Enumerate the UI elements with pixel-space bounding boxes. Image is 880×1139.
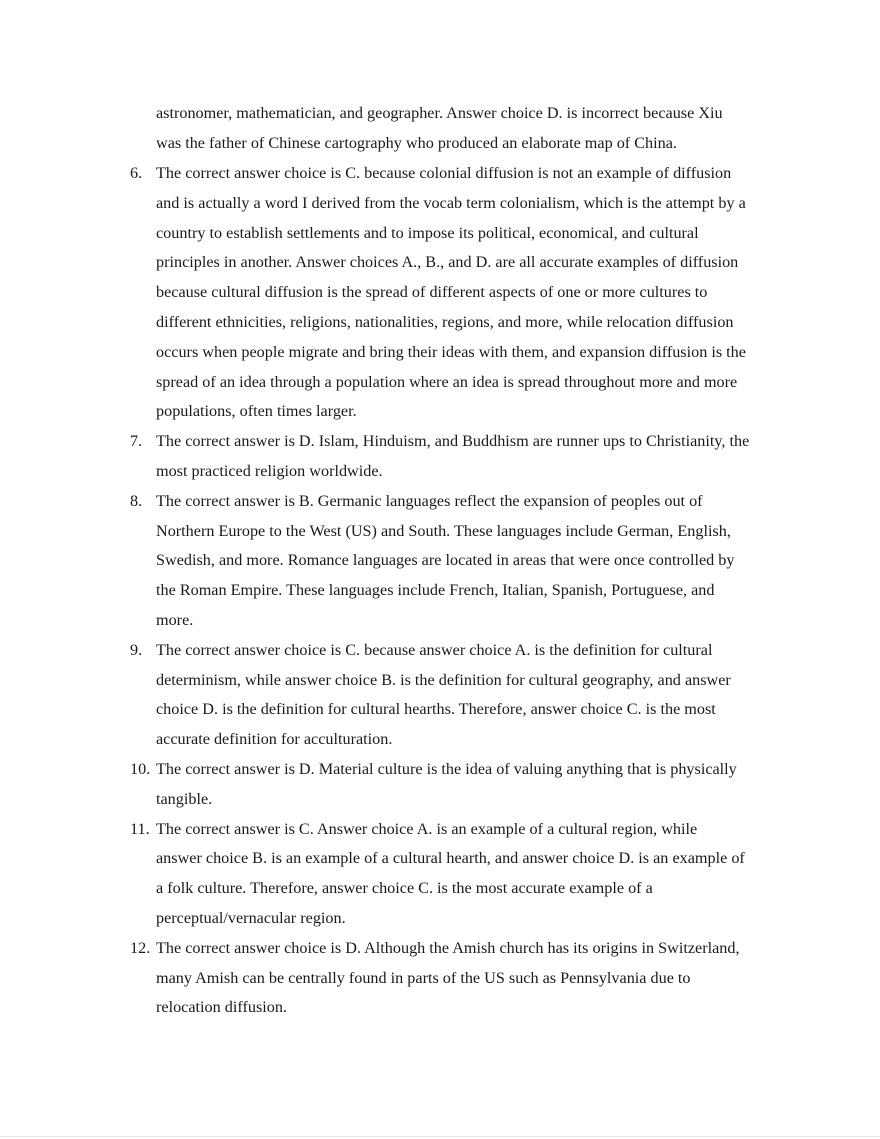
answer-text bbox=[156, 934, 786, 1023]
text-line: astronomer, mathematician, and geographer. Answer choice D. is incorrect because Xiu bbox=[156, 104, 723, 122]
answer-text bbox=[156, 815, 786, 934]
text-line: a folk culture. Therefore, answer choice C. is the most accurate example of a bbox=[156, 879, 653, 898]
item-number: 10. bbox=[130, 759, 151, 778]
answer-text bbox=[156, 755, 786, 815]
text-line: most practiced religion worldwide. bbox=[156, 461, 383, 480]
answer-item-10 bbox=[130, 755, 786, 815]
text-line: different ethnicities, religions, nationalities, regions, and more, while relocation diffusion bbox=[156, 312, 734, 331]
text-line: The correct answer choice is C. because colonial diffusion is not an example of diffusion bbox=[156, 164, 732, 182]
text-line: because cultural diffusion is the spread of different aspects of one or more cultures to bbox=[156, 283, 708, 302]
item-number: 6. bbox=[130, 164, 143, 182]
text-line: was the father of Chinese cartography who produced an elaborate map of China. bbox=[156, 133, 677, 152]
text-line: answer choice B. is an example of a cultural hearth, and answer choice D. is an example of bbox=[156, 849, 745, 868]
page-bottom-edge bbox=[0, 1136, 880, 1137]
text-line: The correct answer choice is C. because answer choice A. is the definition for cultural bbox=[156, 640, 713, 659]
answer-text bbox=[156, 427, 786, 487]
text-line: The correct answer is D. Islam, Hinduism, and Buddhism are runner ups to Christianity, the bbox=[156, 432, 750, 451]
text-line: Swedish, and more. Romance languages are located in areas that were once controlled by bbox=[156, 551, 735, 570]
answer-text bbox=[156, 487, 786, 636]
text-line: the Roman Empire. These languages include French, Italian, Spanish, Portuguese, and bbox=[156, 581, 715, 600]
item-number: 7. bbox=[130, 432, 143, 451]
text-line: occurs when people migrate and bring their ideas with them, and expansion diffusion is the bbox=[156, 342, 746, 361]
text-line: more. bbox=[156, 610, 194, 629]
answer-item-7 bbox=[130, 427, 786, 487]
continued-answer-paragraph bbox=[156, 99, 786, 159]
text-line: The correct answer choice is D. Although the Amish church has its origins in Switzerland, bbox=[156, 938, 740, 957]
text-line: perceptual/vernacular region. bbox=[156, 908, 346, 927]
answer-item-6 bbox=[130, 159, 786, 427]
text-line: populations, often times larger. bbox=[156, 402, 357, 421]
answer-item-8 bbox=[130, 487, 786, 636]
answer-text bbox=[156, 636, 786, 755]
text-line: accurate definition for acculturation. bbox=[156, 730, 393, 749]
answer-text bbox=[156, 159, 786, 427]
text-line: The correct answer is B. Germanic languages reflect the expansion of peoples out of bbox=[156, 491, 703, 510]
item-number: 12. bbox=[130, 938, 151, 957]
answer-item-12 bbox=[130, 934, 786, 1023]
text-line: determinism, while answer choice B. is the definition for cultural geography, and answer bbox=[156, 670, 731, 689]
text-line: choice D. is the definition for cultural hearths. Therefore, answer choice C. is the most bbox=[156, 700, 716, 719]
answer-item-11 bbox=[130, 815, 786, 934]
text-line: many Amish can be centrally found in parts of the US such as Pennsylvania due to bbox=[156, 968, 691, 987]
text-line: The correct answer is D. Material culture is the idea of valuing anything that is physically bbox=[156, 759, 737, 778]
text-line: country to establish settlements and to impose its political, economical, and cultural bbox=[156, 223, 699, 242]
item-number: 9. bbox=[130, 640, 143, 659]
text-line: and is actually a word I derived from the vocab term colonialism, which is the attempt by a bbox=[156, 193, 746, 212]
answer-item-9 bbox=[130, 636, 786, 755]
answer-key-list bbox=[130, 159, 786, 1023]
text-line: spread of an idea through a population where an idea is spread throughout more and more bbox=[156, 372, 738, 391]
text-line: Northern Europe to the West (US) and South. These languages include German, English, bbox=[156, 521, 731, 540]
text-line: tangible. bbox=[156, 789, 213, 808]
text-line: The correct answer is C. Answer choice A. is an example of a cultural region, while bbox=[156, 819, 698, 838]
item-number: 11. bbox=[130, 819, 150, 838]
text-line: principles in another. Answer choices A., B., and D. are all accurate examples of diffusion bbox=[156, 253, 739, 272]
item-number: 8. bbox=[130, 491, 143, 510]
text-line: relocation diffusion. bbox=[156, 998, 287, 1017]
